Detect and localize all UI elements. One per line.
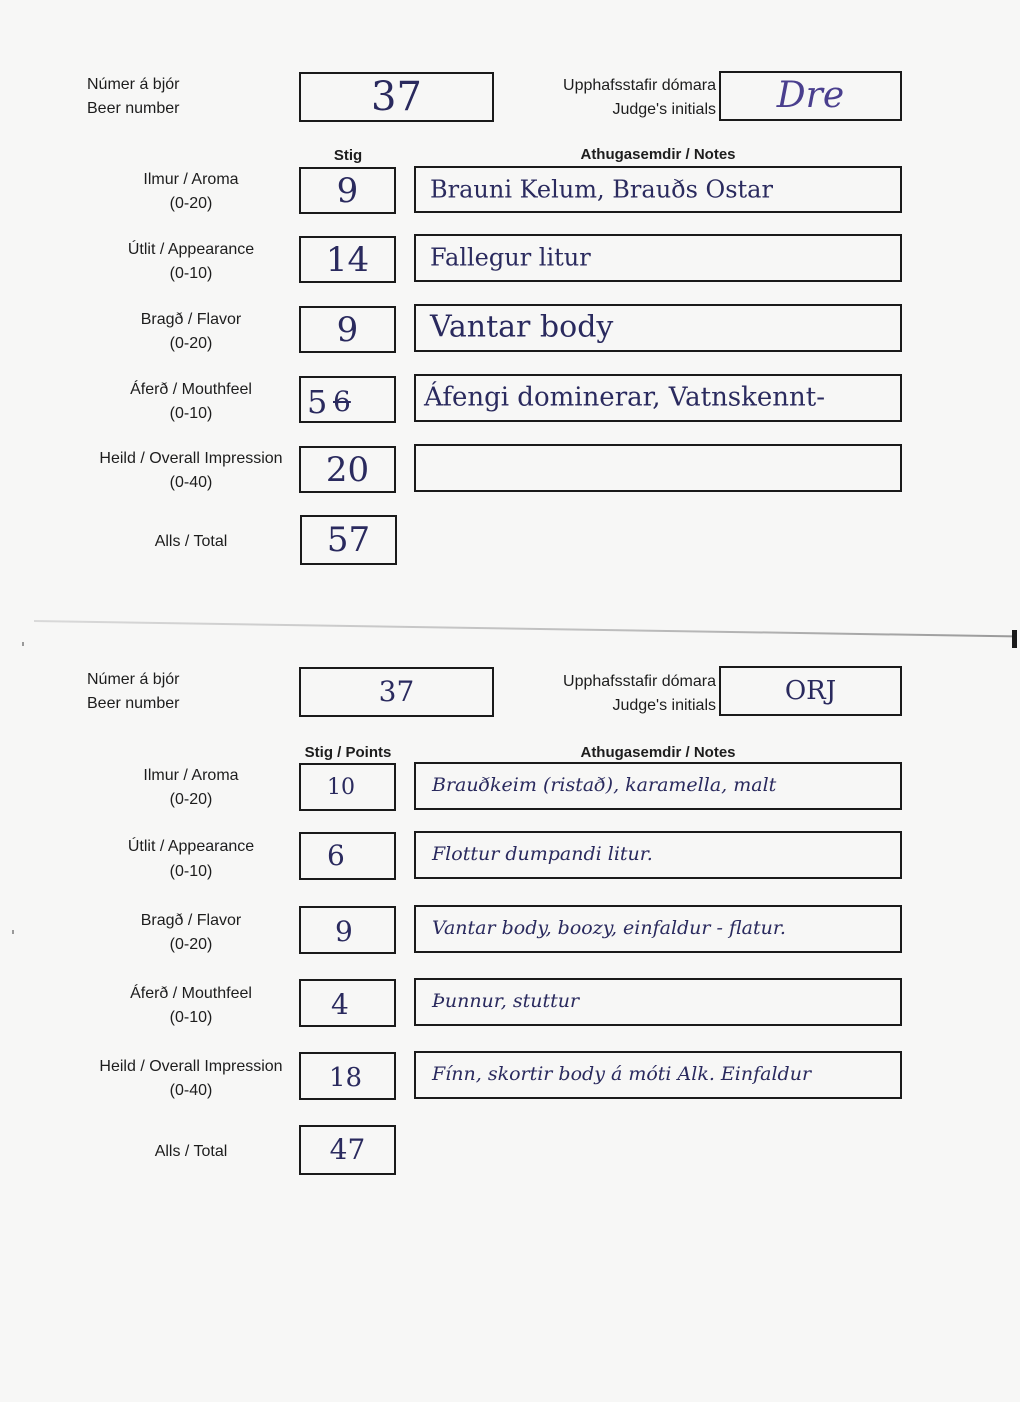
flavor-score-value: 9 — [335, 915, 353, 948]
mouthfeel-notes-value: Áfengi dominerar, Vatnskennt- — [424, 382, 826, 413]
beer-number-box[interactable] — [299, 72, 494, 122]
appearance-score-box[interactable] — [299, 236, 396, 283]
scoresheet-1 — [0, 0, 1020, 620]
mouthfeel-score-value: 4 — [331, 988, 349, 1021]
total-label: Alls / Total — [154, 533, 228, 550]
overall-notes-value: Fínn, skortir body á móti Alk. Einfaldur — [432, 1063, 812, 1086]
aroma-notes-box[interactable] — [414, 762, 902, 810]
criterion-appearance-label: Útlit / Appearance — [127, 838, 255, 855]
criterion-overall-range: (0-40) — [169, 474, 213, 491]
criterion-flavor-label: Bragð / Flavor — [140, 311, 242, 328]
overall-score-value: 20 — [325, 449, 370, 490]
total-score-value: 57 — [326, 520, 371, 560]
criterion-flavor-range: (0-20) — [169, 335, 213, 352]
overall-score-box[interactable] — [299, 446, 396, 493]
judge-initials-value: ORJ — [784, 676, 837, 706]
aroma-notes-value: Brauni Kelum, Brauðs Ostar — [430, 175, 773, 204]
flavor-notes-value: Vantar body — [430, 309, 614, 345]
criterion-appearance-label: Útlit / Appearance — [127, 241, 255, 258]
points-column-header: Stig — [333, 147, 363, 164]
aroma-score-box[interactable] — [299, 763, 396, 811]
criterion-mouthfeel-range: (0-10) — [169, 405, 213, 422]
aroma-notes-value: Brauðkeim (ristað), karamella, malt — [432, 774, 777, 797]
total-label: Alls / Total — [154, 1143, 228, 1160]
mouthfeel-score-box[interactable] — [299, 376, 396, 423]
overall-notes-box[interactable] — [414, 444, 902, 492]
criterion-mouthfeel-range: (0-10) — [169, 1009, 213, 1026]
total-score-value: 47 — [329, 1133, 366, 1166]
notes-column-header: Athugasemdir / Notes — [580, 744, 736, 761]
judge-initials-label-en: Judge's initials — [612, 101, 716, 118]
appearance-notes-value: Flottur dumpandi litur. — [432, 843, 653, 866]
criterion-aroma-range: (0-20) — [169, 791, 213, 808]
beer-number-box[interactable] — [299, 667, 494, 717]
judge-initials-box[interactable] — [719, 71, 902, 121]
flavor-score-box[interactable] — [299, 906, 396, 954]
mouthfeel-notes-box[interactable] — [414, 374, 902, 422]
beer-number-label-is: Númer á bjór — [87, 671, 180, 688]
mouthfeel-struck-score: 6 — [333, 385, 351, 418]
flavor-score-box[interactable] — [299, 306, 396, 353]
points-column-header: Stig / Points — [304, 744, 392, 761]
mouthfeel-notes-box[interactable] — [414, 978, 902, 1026]
beer-number-label-en: Beer number — [87, 695, 180, 712]
aroma-score-value: 9 — [336, 170, 359, 211]
criterion-appearance-range: (0-10) — [169, 863, 213, 880]
criterion-aroma-label: Ilmur / Aroma — [143, 171, 239, 188]
appearance-score-value: 14 — [325, 239, 370, 280]
overall-notes-box[interactable] — [414, 1051, 902, 1099]
overall-score-box[interactable] — [299, 1052, 396, 1100]
criterion-aroma-range: (0-20) — [169, 195, 213, 212]
criterion-overall-label: Heild / Overall Impression — [99, 450, 283, 467]
criterion-flavor-label: Bragð / Flavor — [140, 912, 242, 929]
mouthfeel-score-value: 5 — [307, 383, 328, 421]
flavor-notes-box[interactable] — [414, 905, 902, 953]
criterion-appearance-range: (0-10) — [169, 265, 213, 282]
judge-initials-label-is: Upphafsstafir dómara — [563, 77, 716, 94]
criterion-overall-range: (0-40) — [169, 1082, 213, 1099]
total-score-box[interactable] — [299, 1125, 396, 1175]
judge-initials-box[interactable] — [719, 666, 902, 716]
mouthfeel-notes-value: Þunnur, stuttur — [432, 990, 580, 1013]
total-score-box[interactable] — [300, 515, 397, 565]
criterion-mouthfeel-label: Áferð / Mouthfeel — [130, 381, 252, 398]
notes-column-header: Athugasemdir / Notes — [580, 146, 736, 163]
appearance-notes-box[interactable] — [414, 831, 902, 879]
judge-initials-value: Dre — [776, 75, 845, 116]
aroma-score-value: 10 — [327, 775, 355, 800]
beer-number-label-en: Beer number — [87, 100, 180, 117]
appearance-score-box[interactable] — [299, 832, 396, 880]
criterion-overall-label: Heild / Overall Impression — [99, 1058, 283, 1075]
beer-number-label-is: Númer á bjór — [87, 76, 180, 93]
scoresheet-2 — [0, 596, 1020, 1402]
aroma-score-box[interactable] — [299, 167, 396, 214]
aroma-notes-box[interactable] — [414, 166, 902, 213]
mouthfeel-score-box[interactable] — [299, 979, 396, 1027]
appearance-notes-box[interactable] — [414, 234, 902, 282]
appearance-notes-value: Fallegur litur — [430, 243, 591, 272]
flavor-notes-box[interactable] — [414, 304, 902, 352]
criterion-aroma-label: Ilmur / Aroma — [143, 767, 239, 784]
criterion-flavor-range: (0-20) — [169, 936, 213, 953]
judge-initials-label-is: Upphafsstafir dómara — [563, 673, 716, 690]
overall-score-value: 18 — [329, 1063, 363, 1093]
criterion-mouthfeel-label: Áferð / Mouthfeel — [130, 985, 252, 1002]
beer-number-value: 37 — [378, 675, 415, 708]
appearance-score-value: 6 — [327, 839, 345, 872]
flavor-notes-value: Vantar body, boozy, einfaldur - flatur. — [432, 917, 786, 940]
flavor-score-value: 9 — [336, 309, 359, 350]
beer-number-value: 37 — [371, 74, 422, 120]
judge-initials-label-en: Judge's initials — [612, 697, 716, 714]
